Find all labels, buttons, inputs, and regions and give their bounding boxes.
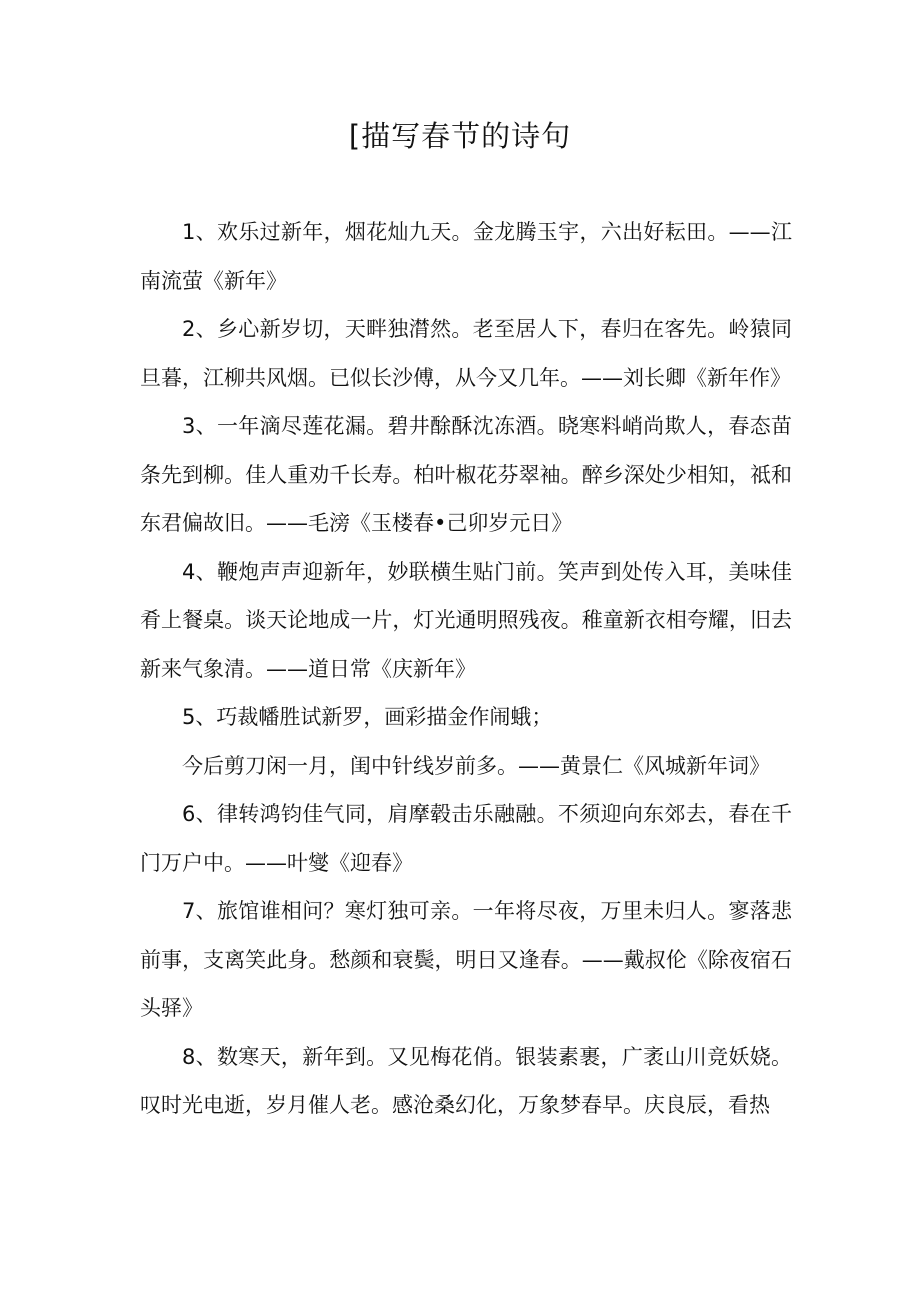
- poem-item-8: 8、数寒天，新年到。又见梅花俏。银装素裹，广袤山川竞妖娆。叹时光电逝，岁月催人老。感沧桑幻化，万象梦春早。庆良辰，看热: [140, 1044, 792, 1117]
- poem-item-3: 3、一年滴尽莲花漏。碧井酴酥沈冻酒。晓寒料峭尚欺人，春态苗条先到柳。佳人重劝千长寿。柏叶椒花芬翠袖。醉乡深处少相知，祗和东君偏故旧。——毛滂《玉楼春•己卯岁元日》: [140, 414, 792, 535]
- poem-item-6: 6、律转鸿钧佳气同，肩摩毂击乐融融。不须迎向东郊去，春在千门万户中。——叶燮《迎春》: [140, 802, 792, 875]
- poem-item-4: 4、鞭炮声声迎新年，妙联横生贴门前。笑声到处传入耳，美味佳肴上餐桌。谈天论地成一片，灯光通明照残夜。稚童新衣相夸耀，旧去新来气象清。——道日常《庆新年》: [140, 559, 792, 681]
- poem-item-7: 7、旅馆谁相问？寒灯独可亲。一年将尽夜，万里未归人。寥落悲前事，支离笑此身。愁颜和衰鬓，明日又逢春。——戴叔伦《除夜宿石头驿》: [140, 899, 792, 1020]
- poem-item-5-line-1: 5、巧裁幡胜试新罗，画彩描金作闹蛾；: [182, 705, 553, 729]
- poem-item-1: 1、欢乐过新年，烟花灿九天。金龙腾玉宇，六出好耘田。——江南流萤《新年》: [140, 220, 792, 293]
- poem-list: [140, 208, 792, 1130]
- poem-item-5-line-2: 今后剪刀闲一月，闺中针线岁前多。——黄景仁《风城新年词》: [182, 753, 770, 778]
- poem-item-2: 2、乡心新岁切，天畔独潸然。老至居人下，春归在客先。岭猿同旦暮，江柳共风烟。已似长沙傅，从今又几年。——刘长卿《新年作》: [140, 317, 792, 390]
- document-title: [描写春节的诗句: [348, 119, 572, 153]
